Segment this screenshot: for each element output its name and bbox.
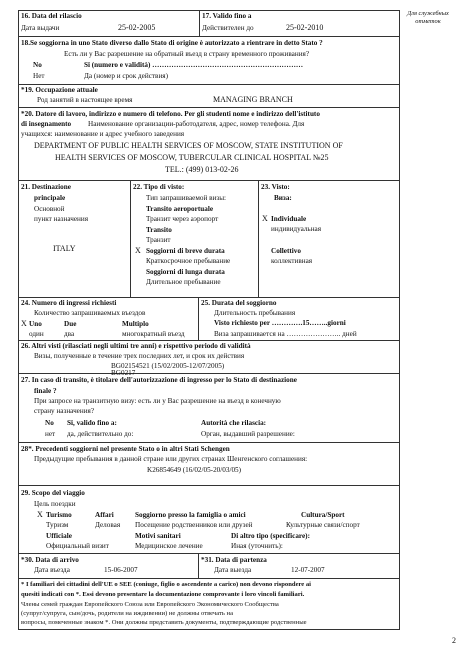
field-20-label-cont: учащихся: наименование и адрес учебного заведения [21,130,185,138]
field-25-label: Длительность пребывания [214,309,296,317]
field-27-net: нет [45,430,56,438]
field-28-title: 28*. Precedenti soggiorni nel presente Stato o in altri Stati Schengen [21,445,230,453]
field-27-organ: Орган, выдавший разрешение: [201,430,295,438]
valid-until-value: 25-02-2010 [286,23,324,32]
field-18-si: Si (numero e validità) ……………………………………………………… [84,61,304,69]
footnote: * I familiari dei cittadini dell'UE o SEE (coniuge, figlio o ascendente a carico) non devono rispondere ai [21,581,312,588]
purpose-official-ru: Официальный визит [46,542,109,550]
field-27-title: 27. In caso di transito, è titolare dell'autorizzazione di ingresso per lo Stato di destinazione [21,376,297,384]
field-20-title: *20. Datore di lavoro, indirizzo e numero di telefono. Per gli studenti nome e indirizzo dell'istituto [21,110,320,118]
visa-type-airport-transit-ru: Транзит через аэропорт [146,215,219,223]
occupation-value: MANAGING BRANCH [213,95,293,104]
divider [18,107,400,108]
entries-multiple-ru: многократный въезд [122,330,185,338]
field-29-title: 29. Scopo del viaggio [21,489,85,497]
purpose-other-ru: Иная (уточнить): [231,542,283,550]
divider [18,373,400,374]
purpose-official: Ufficiale [46,532,72,540]
purpose-business-ru: Деловая [95,521,121,529]
divider [198,297,199,340]
field-17-label: Действителен до [202,24,254,32]
check-mark: X [37,510,43,519]
field-31-title: *31. Data di partenza [201,556,267,564]
purpose-tourism: Turismo [46,511,72,519]
side-note: Для служебных отметок [407,10,449,25]
field-29-label: Цель поездки [34,500,76,508]
visa-individual: Individuale [271,215,307,223]
field-30-title: *30. Data di arrivo [21,556,79,564]
purpose-culture: Cultura/Sport [301,511,345,519]
departure-date-value: 12-07-2007 [291,566,325,574]
divider [258,180,259,297]
arrival-date-value: 15-06-2007 [104,566,138,574]
previous-visa-value: BG02154521 (15/02/2005-12/07/2005) [111,362,225,370]
visa-type-long-stay: Soggiorni di lunga durata [146,268,225,276]
field-26-title: 26. Altri visti (rilasciati negli ultimi tre anni) e rispettivo periodo di validità [21,342,251,350]
entries-double: Due [64,320,77,328]
field-16-title: 16. Data del rilascio [21,12,82,20]
field-26-label: Визы, полученные в течение трех последних лет, и срок их действия [34,352,245,360]
visa-type-airport-transit: Transito aeroportuale [146,205,214,213]
divider [18,485,400,486]
divider [18,578,400,579]
field-16-label: Дата выдачи [21,24,60,32]
visa-individual-ru: индивидуальная [271,225,322,233]
stay-duration-value: Visto richiesto per ………….15……..giorni [214,319,346,327]
visa-type-short-stay-ru: Краткосрочное пребывание [146,257,231,265]
field-18-no: No [33,61,42,69]
divider [18,553,400,554]
stay-duration-ru: Виза запрашивается на ………………….. дней [214,330,357,338]
field-17-title: 17. Valido fino a [202,12,252,20]
page-number: 2 [452,636,456,645]
field-24-title: 24. Numero di ingressi richiesti [21,299,117,307]
field-21-title-cont: principale [34,194,66,202]
field-18-net: Нет [33,72,45,80]
entries-double-ru: два [64,330,75,338]
purpose-medical: Motivi sanitari [135,532,181,540]
destination-value: ITALY [53,244,76,253]
employer-phone: TEL.: (499) 013-02-26 [165,165,239,174]
visa-collective-ru: коллективная [271,257,313,265]
field-22-title: 22. Tipo di visto: [133,183,185,191]
field-21-title: 21. Destinazione [21,183,71,191]
purpose-family: Soggiorno presso la famiglia o amici [135,511,246,519]
divider [18,442,400,443]
purpose-tourism-ru: Туризм [46,521,69,529]
divider [18,340,400,341]
employer-value: DEPARTMENT OF PUBLIC HEALTH SERVICES OF MOSCOW, STATE INSTITUTION OF [34,141,343,150]
field-27-si: Si, valido fino a: [67,419,117,427]
check-mark: X [135,246,141,255]
visa-type-transit: Transito [146,226,172,234]
field-19-label: Род занятий в настоящее время [37,96,133,104]
visa-type-long-stay-ru: Длительное пребывание [146,278,221,286]
field-30-label: Дата въезда [34,566,70,574]
field-27-label-cont: страну назначения? [34,407,95,415]
field-27-authority: Autorità che rilascia: [201,419,267,427]
entries-multiple: Multiplo [122,320,149,328]
field-23-label: Виза: [274,194,292,202]
field-21-label-cont: пункт назначения [34,215,89,223]
field-20-label: Наименование организации-работодателя, адрес, номер телефона. Для [88,120,305,128]
field-21-label: Основной [34,205,65,213]
field-27-da: да, действительно до: [67,430,134,438]
footnote: (супруг/супруга, сын/дочь, родители на иждивении) не должны отвечать на [21,610,234,617]
purpose-business: Affari [95,511,114,519]
field-19-title: *19. Occupazione attuale [21,86,98,94]
divider [18,84,400,85]
issue-date-value: 25-02-2005 [118,23,156,32]
field-18-da: Да (номер и срок действия) [84,72,168,80]
purpose-other: Di altro tipo (specificare): [231,532,310,540]
entries-single-ru: один [29,330,44,338]
previous-stays-value: K26854649 (16/02/05-20/03/05) [147,466,242,474]
divider [18,180,400,181]
divider [18,36,400,37]
check-mark: X [21,319,27,328]
field-18-title: 18.Se soggiorna in uno Stato diverso dallo Stato di origine è autorizzato a rientrare in detto Stato ? [21,39,323,47]
footnote: quesiti indicati con *. Essi devono presentare la documentazione comprovante i loro vincoli familiari. [21,591,305,598]
footnote: Члены семей граждан Европейского Союза или Европейского Экономического Сообщества [21,601,279,608]
field-25-title: 25. Durata del soggiorno [201,299,277,307]
divider [130,180,131,297]
field-23-title: 23. Visto: [261,183,290,191]
divider [198,553,199,578]
divider [18,297,400,298]
field-24-label: Количество запрашиваемых въездов [34,309,146,317]
entries-single: Uno [29,320,42,328]
visa-type-short-stay: Soggiorni di breve durata [146,247,225,255]
check-mark: X [262,214,268,223]
field-31-label: Дата выезда [214,566,252,574]
previous-visa-value: BG0217 [111,369,136,377]
visa-collective: Collettivo [271,247,301,255]
footnote: вопросы, помеченные знаком *. Они должны представить документы, подтверждающие родственные [21,619,307,626]
field-27-no: No [45,419,54,427]
field-27-title-cont: finale ? [34,387,57,395]
purpose-family-ru: Посещение родственников или друзей [135,521,253,529]
field-28-label: Предыдущие пребывания в данной стране или других странах Шенгенского соглашения: [34,455,308,463]
purpose-culture-ru: Культурные связи/спорт [286,521,360,529]
field-18-label: Есть ли у Вас разрешение на обратный въезд в страну временного проживания? [64,50,310,58]
visa-type-transit-ru: Транзит [146,236,171,244]
field-27-label: При запросе на транзитную визу: есть ли у Вас разрешение на въезд в конечную [34,397,281,405]
field-22-label: Тип запрашиваемой визы: [146,194,227,202]
employer-value: HEALTH SERVICES OF MOSCOW, TUBERCULAR CLINICAL HOSPITAL №25 [55,153,329,162]
purpose-medical-ru: Медицинское лечение [135,542,203,550]
divider [199,10,200,36]
field-20-title-cont: di insegnamento [21,120,72,128]
